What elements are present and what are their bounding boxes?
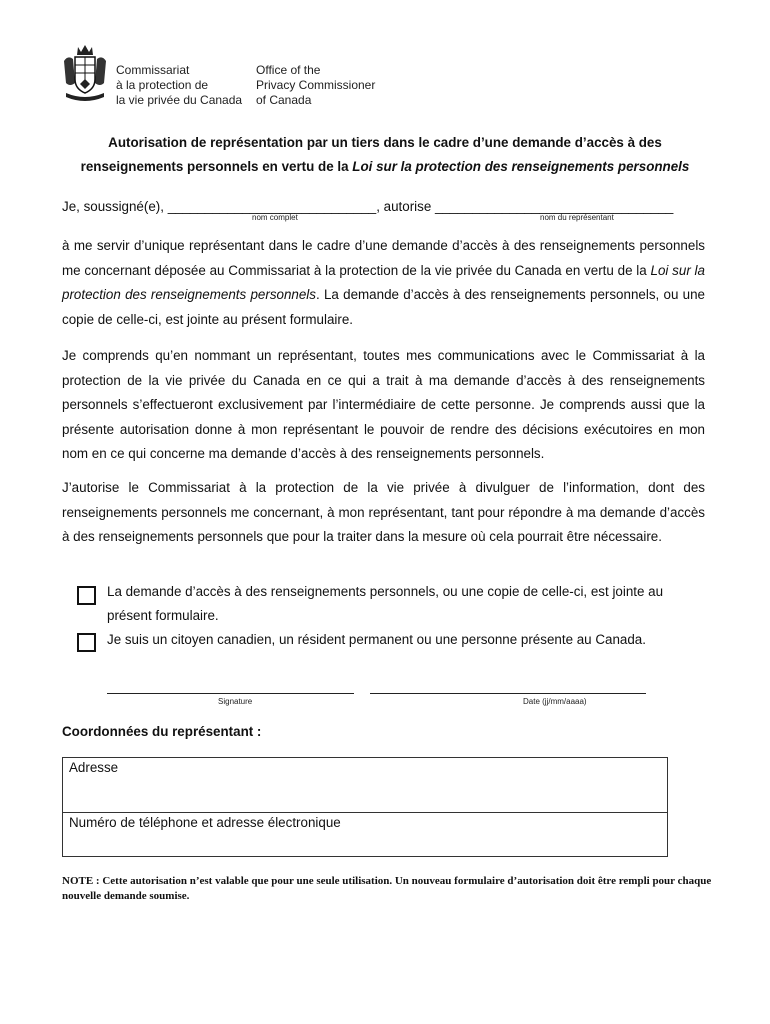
paragraph-communications: Je comprends qu’en nommant un représentant, toutes mes communications avec le Commissariat à la protection de la vie privée du Canada en ce qui a trait à ma demande d’accès à des renseignements personnels s’effectueront exclusivement par l’intermédiaire de cette personne. Je comprends aussi que la présente autorisation donne à mon représentant le pouvoir de rendre des décisions exécutoires en mon nom en ce qui concerne ma demande d’accès à des renseignements personnels.: [62, 348, 705, 461]
header-en-line: of Canada: [256, 93, 312, 107]
paragraph-representation: [62, 234, 705, 332]
full-name-caption: nom complet: [252, 213, 298, 222]
title-act-name: Loi sur la protection des renseignements personnels: [352, 159, 690, 174]
form-title-line-1: Autorisation de représentation par un tiers dans le cadre d’une demande d’accès à des: [108, 135, 662, 150]
contact-table-divider: [62, 812, 668, 813]
consent-prefix: Je, soussigné(e),: [62, 199, 168, 214]
checkbox-residency[interactable]: [77, 633, 96, 652]
header-fr-line: à la protection de: [116, 78, 209, 92]
full-name-field[interactable]: ____________________________: [167, 199, 377, 214]
form-title-line-2: [40, 159, 730, 174]
consent-line: [62, 199, 673, 214]
date-caption: Date (jj/mm/aaaa): [523, 697, 587, 706]
signature-caption: Signature: [218, 697, 253, 706]
header-en-line: Privacy Commissioner: [256, 78, 376, 92]
representative-name-field[interactable]: ________________________________: [435, 199, 674, 214]
header-fr-line: Commissariat: [116, 63, 190, 77]
address-field-label: Adresse: [69, 760, 119, 775]
checkbox-request-attached[interactable]: [77, 586, 96, 605]
paragraph-disclosure: J’autorise le Commissariat à la protection de la vie privée à divulguer de l’information, dont des renseignements personnels me concernant, à mon représentant, tant pour répondre à ma demande d’accès à des renseignements personnels que pour la traiter dans la mesure où cela pourrait être nécessaire.: [62, 480, 705, 544]
checkbox-residency-label: Je suis un citoyen canadien, un résident permanent ou une personne présente au Canada.: [107, 632, 646, 647]
header-french-name: [116, 63, 242, 108]
header-en-line: Office of the: [256, 63, 321, 77]
para1-act-name: Loi sur la protection des renseignements personnels: [62, 262, 705, 302]
consent-middle: , autorise: [376, 199, 436, 214]
title-text: renseignements personnels en vertu de la: [80, 159, 353, 174]
checkbox-request-attached-label: La demande d’accès à des renseignements personnels, ou une copie de celle-ci, est jointe au présent formulaire.: [107, 584, 664, 623]
phone-email-field-label: Numéro de téléphone et adresse électronique: [69, 815, 341, 830]
contact-heading: Coordonnées du représentant :: [62, 724, 262, 739]
contact-info-table: [62, 757, 668, 857]
header-fr-line: la vie privée du Canada: [116, 93, 243, 107]
note-text: NOTE : Cette autorisation n’est valable que pour une seule utilisation. Un nouveau formulaire d’autorisation doit être rempli pour chaque nouvelle demande soumise.: [62, 875, 712, 902]
date-field[interactable]: [370, 693, 646, 694]
para1-text: à me servir d’unique représentant dans le cadre d’une demande d’accès à des renseignements personnels me concernant déposée au Commissariat à la protection de la vie privée du Canada en vertu de la: [62, 238, 705, 278]
canada-coat-of-arms-logo: [62, 43, 108, 105]
header-english-name: [256, 63, 375, 108]
para1-text-end: . La demande d’accès à des renseignements personnels, ou une copie de celle-ci, est jointe au présent formulaire.: [62, 287, 706, 327]
representative-name-caption: nom du représentant: [540, 213, 614, 222]
signature-field[interactable]: [107, 693, 354, 694]
